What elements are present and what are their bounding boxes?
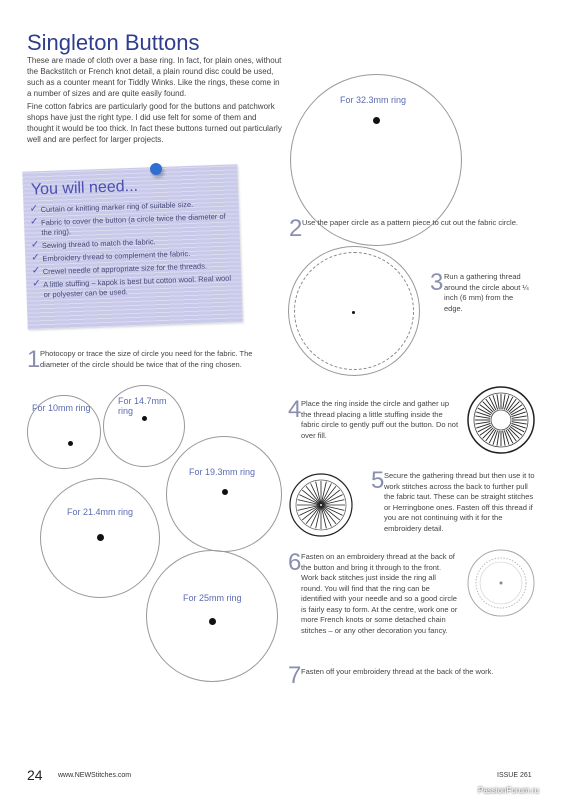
you-will-need-note bbox=[22, 164, 242, 329]
circle-10mm bbox=[27, 395, 101, 469]
step-number: 3 bbox=[430, 269, 444, 296]
requirement-item: ✓ Sewing thread to match the fabric. bbox=[30, 237, 156, 251]
intro-paragraph-1: These are made of cloth over a base ring. In fact, for plain ones, without the Backstitch or French knot detail, a plain round disc could be used, such as a counter meant for Tiddly Winks. Like the rings, these come in a number of sizes and are quite easily found. bbox=[27, 56, 282, 98]
step-number: 4 bbox=[288, 396, 302, 423]
center-dot bbox=[97, 534, 104, 541]
step-text: Secure the gathering thread but then use it to work stitches across the back to further pull the fabric taut. These can be straight stitches or Herringbone ones. Fasten off this thread if you are not continuing with it for the embroidery detail. bbox=[384, 471, 535, 533]
step-number: 1 bbox=[27, 346, 41, 373]
step-text: Run a gathering thread around the circle about ¼ inch (6 mm) from the edge. bbox=[444, 272, 529, 313]
center-dot bbox=[142, 416, 147, 421]
checkmark-icon: ✓ bbox=[32, 278, 41, 290]
page-title: Singleton Buttons bbox=[27, 30, 200, 55]
circle-label: For 25mm ring bbox=[183, 593, 242, 603]
circle-label: For 21.4mm ring bbox=[67, 507, 134, 517]
step-number: 6 bbox=[288, 549, 302, 576]
requirement-item: ✓ A little stuffing – kapok is best but cotton wool. Real wool or polyester can be used. bbox=[32, 273, 232, 300]
pushpin-icon bbox=[150, 163, 162, 175]
page-number: 24 bbox=[27, 767, 43, 783]
step-text: Photocopy or trace the size of circle you need for the fabric. The diameter of the circle should be twice that of the ring chosen. bbox=[40, 349, 253, 369]
back-stitches-image bbox=[288, 472, 354, 538]
checkmark-icon: ✓ bbox=[31, 265, 41, 277]
you-will-need-title: You will need... bbox=[30, 177, 139, 199]
center-dot bbox=[373, 117, 380, 124]
circle-21-4mm bbox=[40, 478, 160, 598]
intro-paragraph-2: Fine cotton fabrics are particularly good for the buttons and patchwork shops have just the right type. I did use felt for some of them and thought it would be too thick. In fact these buttons turned out particularly well and are perfect for larger projects. bbox=[27, 102, 282, 144]
gathered-button-front-image bbox=[466, 385, 536, 455]
step-text: Fasten off your embroidery thread at the back of the work. bbox=[301, 667, 494, 676]
requirement-item: ✓ Fabric to cover the button (a circle twice the diameter of the ring). bbox=[29, 211, 226, 238]
checkmark-icon: ✓ bbox=[31, 252, 40, 264]
step-text: Place the ring inside the circle and gather up the thread placing a little stuffing inside the fabric circle to gently puff out the button. Do not over fill. bbox=[301, 399, 459, 440]
checkmark-icon: ✓ bbox=[30, 239, 40, 251]
requirements-list bbox=[29, 198, 238, 303]
finished-button-image bbox=[466, 548, 536, 618]
circle-label: For 14.7mm ring bbox=[118, 396, 167, 416]
step-text: Use the paper circle as a pattern piece to cut out the fabric circle. bbox=[302, 218, 518, 227]
center-dot bbox=[222, 489, 228, 495]
fabric-circle bbox=[288, 246, 420, 376]
website-link[interactable]: www.NEWStitches.com bbox=[58, 772, 132, 779]
circle-label: For 19.3mm ring bbox=[189, 467, 256, 477]
step-number: 2 bbox=[289, 215, 303, 242]
checkmark-icon: ✓ bbox=[29, 216, 39, 228]
step-text: Fasten on an embroidery thread at the back of the button and bring it through to the front. Work back stitches just inside the ring all round. You will find that the ring can be identified with your needle and so a good circle is fairly easy to form. At the centre, work one or more French knots or some detached chain stitches – or any other decoration you fancy. bbox=[301, 552, 458, 635]
circle-label: For 10mm ring bbox=[32, 403, 91, 413]
circle-label: For 32.3mm ring bbox=[340, 95, 407, 105]
circle-25mm bbox=[146, 550, 278, 682]
watermark: PassionForum.ru bbox=[478, 786, 539, 795]
requirement-item: ✓ Curtain or knitting marker ring of suitable size. bbox=[29, 199, 194, 215]
center-dot bbox=[352, 311, 355, 314]
center-dot bbox=[68, 441, 73, 446]
checkmark-icon: ✓ bbox=[29, 203, 39, 215]
circle-19-3mm bbox=[166, 436, 282, 552]
circle-14-7mm bbox=[103, 385, 185, 467]
step-number: 7 bbox=[288, 662, 302, 689]
issue-label: ISSUE 261 bbox=[497, 772, 532, 779]
center-dot bbox=[209, 618, 216, 625]
requirement-item: ✓ Embroidery thread to complement the fabric. bbox=[31, 248, 191, 264]
step-number: 5 bbox=[371, 467, 385, 494]
requirement-item: ✓ Crewel needle of appropriate size for the threads. bbox=[31, 261, 208, 277]
